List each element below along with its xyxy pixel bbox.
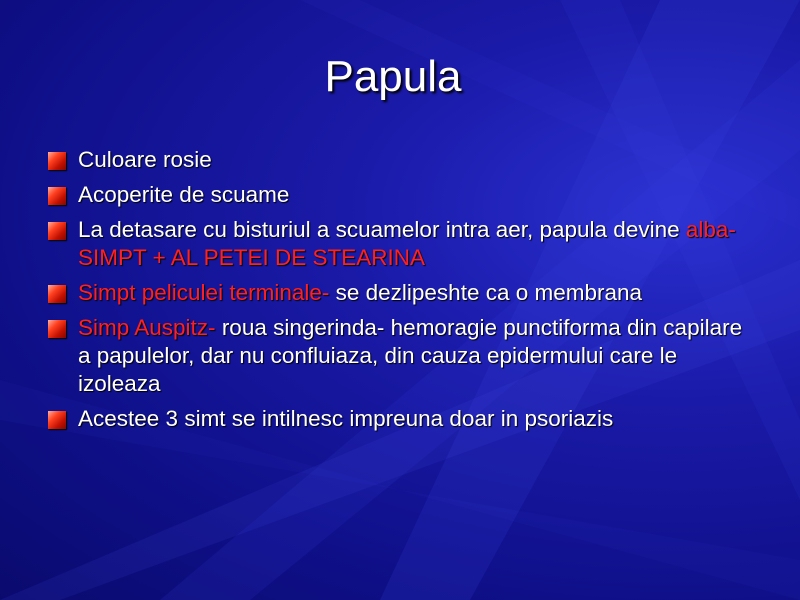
bullet-item (48, 216, 748, 272)
bullet-text: Acoperite de scuame (78, 182, 290, 207)
bullet-item (48, 181, 748, 209)
bullet-text: se dezlipeshte ca o membrana (329, 280, 643, 305)
bullet-item (48, 146, 748, 174)
square-bullet-icon (48, 222, 66, 240)
bullet-item (48, 405, 748, 433)
square-bullet-icon (48, 285, 66, 303)
bullet-item (48, 314, 748, 398)
bullet-text: roua singerinda- hemoragie punctiforma din capilare a papulelor, dar nu confluiaza, din cauza epidermului care le izoleaza (78, 315, 743, 396)
bullet-highlight: Simpt peliculei terminale- (78, 280, 330, 305)
bullet-highlight: alba- SIMPT + AL PETEI DE STEARINA (78, 217, 736, 270)
bullet-item (48, 279, 748, 307)
square-bullet-icon (48, 152, 66, 170)
bullet-highlight: Simp Auspitz- (78, 315, 216, 340)
bullet-text: Culoare rosie (78, 147, 212, 172)
slide-title: Papula (324, 52, 462, 101)
bullet-list (48, 146, 748, 440)
bullet-text: La detasare cu bisturiul a scuamelor intra aer, papula devine (78, 217, 686, 242)
square-bullet-icon (48, 187, 66, 205)
bullet-text: Acestee 3 simt se intilnesc impreuna doar in psoriazis (78, 406, 614, 431)
square-bullet-icon (48, 320, 66, 338)
square-bullet-icon (48, 411, 66, 429)
